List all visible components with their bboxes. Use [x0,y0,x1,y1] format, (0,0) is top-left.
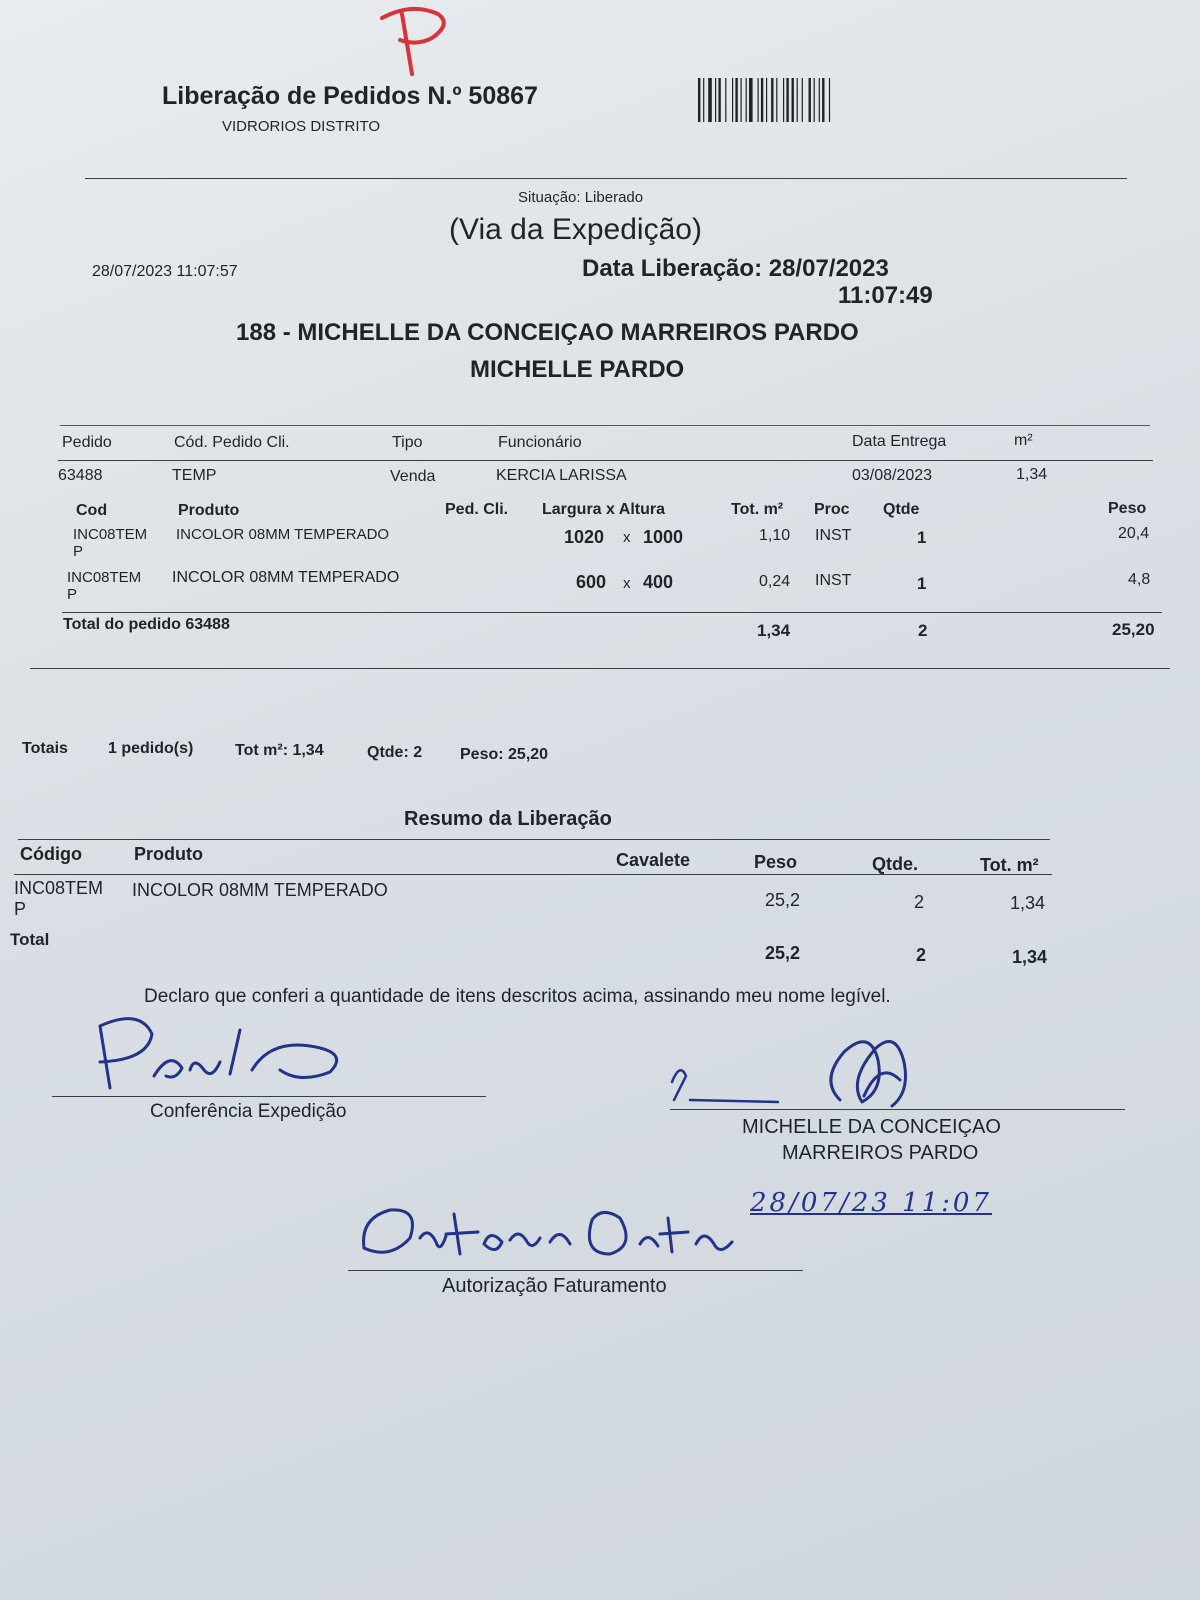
barcode-bar [766,78,767,122]
summary-total-tot-m2: 1,34 [1012,947,1048,967]
item-peso: 4,8 [1128,571,1151,588]
order-header-rule [58,460,1153,461]
items-header-peso: Peso [1108,500,1147,517]
summary-top-rule [18,839,1050,840]
summary-total-label: Total [10,930,50,949]
status-text: Situação: Liberado [518,189,644,206]
item-tot-m2: 1,10 [759,527,791,544]
summary-header-rule [14,874,1052,875]
barcode-bar [741,78,742,122]
customer-signature-name-line1: MICHELLE DA CONCEIÇAO [742,1116,1001,1138]
signature-label-autorizacao: Autorização Faturamento [442,1275,667,1297]
barcode-bar [725,78,726,122]
order-table-top-rule [60,425,1150,426]
summary-header-tot-m2: Tot. m² [980,855,1039,875]
items-header-produto: Produto [178,502,240,519]
barcode-bar [776,78,777,122]
item-peso: 20,4 [1118,525,1150,542]
summary-row-qtde: 2 [914,892,925,912]
barcode-bar [735,78,737,122]
item-qtde: 1 [917,528,927,547]
item-code-suffix: P [67,586,78,603]
barcode-bar [802,78,803,122]
summary-row-peso: 25,2 [765,890,801,910]
barcode-bar [819,78,820,122]
item-code: INC08TEM [67,569,142,586]
items-header-proc: Proc [814,501,850,518]
totals-qtde: Qtde: 2 [367,744,423,761]
item-proc: INST [815,527,852,544]
item-product: INCOLOR 08MM TEMPERADO [176,526,390,543]
items-header-qtde: Qtde [883,501,920,518]
signature-line-left [52,1096,486,1097]
order-number: 63488 [58,467,103,484]
barcode-bar [732,78,733,122]
page-title: Liberação de Pedidos N.º 50867 [162,82,538,110]
barcode-bar [746,78,747,122]
totals-m2: Tot m²: 1,34 [235,742,324,759]
col-header-tipo: Tipo [392,434,423,451]
order-total-peso: 25,20 [1112,620,1155,639]
items-header-dimensions: Largura x Altura [542,501,665,518]
barcode-bar [792,78,794,122]
item-x: x [623,529,631,546]
customer-name: 188 - MICHELLE DA CONCEIÇAO MARREIROS PARDO [236,319,859,346]
col-header-cod-pedido-cli: Cód. Pedido Cli. [174,434,290,451]
order-total-rule [62,612,1162,613]
order-total-label: Total do pedido 63488 [63,616,230,633]
signature-customer [660,1000,960,1120]
barcode-bar [771,78,773,122]
release-time: 11:07:49 [838,282,933,309]
items-header-tot-m2: Tot. m² [731,501,784,518]
item-height: 1000 [643,527,684,547]
printed-at: 28/07/2023 11:07:57 [92,263,238,280]
item-width: 600 [576,572,607,592]
customer-short-name: MICHELLE PARDO [470,356,685,383]
barcode-bar [698,78,700,122]
summary-row-product: INCOLOR 08MM TEMPERADO [132,880,388,900]
barcode-bar [749,78,753,122]
item-width: 1020 [564,527,605,547]
summary-row-tot-m2: 1,34 [1010,893,1046,913]
col-header-m2: m² [1014,432,1033,449]
summary-row-code: INC08TEM [14,878,104,898]
col-header-funcionario: Funcionário [498,434,582,451]
item-code-suffix: P [73,543,84,560]
delivery-date: 03/08/2023 [852,467,933,484]
order-total-m2: 1,34 [757,621,791,640]
barcode-bar [822,78,824,122]
barcode-bar [783,78,784,122]
item-proc: INST [815,572,852,589]
signature-conferencia [70,1010,380,1105]
barcode-bar [703,78,704,122]
signature-label-conferencia: Conferência Expedição [150,1101,347,1122]
barcode-bar [761,78,763,122]
items-header-ped-cli: Ped. Cli. [445,501,509,518]
barcode [698,78,880,127]
item-tot-m2: 0,24 [759,573,791,590]
barcode-bar [758,78,759,122]
company-name: VIDRORIOS DISTRITO [222,118,381,135]
order-m2: 1,34 [1016,466,1048,483]
item-height: 400 [643,572,674,592]
barcode-bar [814,78,815,122]
declaration-text: Declaro que conferi a quantidade de itens descritos acima, assinando meu nome legível. [144,986,891,1007]
item-product: INCOLOR 08MM TEMPERADO [172,569,400,586]
barcode-bar [715,78,716,122]
col-header-data-entrega: Data Entrega [852,433,947,450]
summary-total-qtde: 2 [916,945,927,965]
barcode-bar [829,78,830,122]
item-qtde: 1 [917,574,927,593]
summary-header-codigo: Código [20,844,82,864]
col-header-pedido: Pedido [62,434,112,451]
totals-label: Totais [22,740,68,757]
barcode-bar [797,78,798,122]
signature-autorizacao [350,1198,750,1273]
totals-peso: Peso: 25,20 [460,746,549,763]
summary-header-produto: Produto [134,844,203,864]
item-code: INC08TEM [73,526,148,543]
release-date: Data Liberação: 28/07/2023 [582,255,889,282]
order-type: Venda [390,468,436,485]
barcode-bar [708,78,712,122]
signature-line-bottom [348,1270,803,1271]
order-total-qtde: 2 [918,621,928,640]
summary-total-peso: 25,2 [765,943,801,963]
corner-mark [372,0,462,85]
summary-header-cavalete: Cavalete [616,850,691,870]
barcode-bar [786,78,788,122]
summary-header-qtde: Qtde. [872,854,919,874]
barcode-bar [809,78,811,122]
summary-row-code-suffix: P [14,899,27,919]
copy-type: (Via da Expedição) [449,213,702,246]
totals-orders: 1 pedido(s) [108,740,194,757]
barcode-bar [718,78,720,122]
client-order-code: TEMP [172,467,217,484]
summary-title: Resumo da Liberação [404,808,612,830]
header-divider [85,178,1127,179]
signature-line-right [670,1109,1125,1110]
employee-name: KERCIA LARISSA [496,467,627,484]
item-x: x [623,575,631,592]
summary-header-peso: Peso [754,852,798,872]
handwritten-date: 28/07/23 11:07 [750,1188,992,1218]
items-header-cod: Cod [76,502,108,519]
section-divider [30,668,1170,669]
customer-signature-name-line2: MARREIROS PARDO [782,1142,979,1164]
